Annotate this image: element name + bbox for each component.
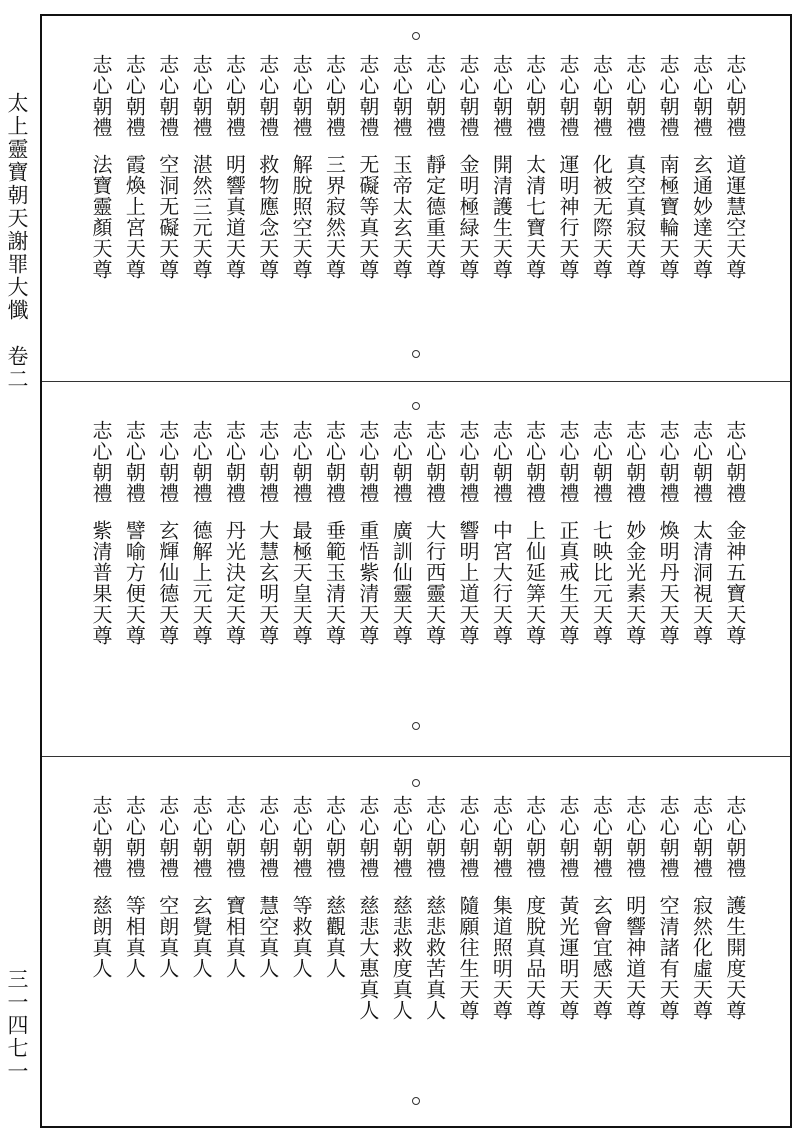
deity-name: 湛然三元天尊 — [189, 154, 214, 280]
deity-name: 度脫真品天尊 — [522, 895, 547, 1021]
homage-label: 志心朝禮 — [556, 420, 581, 504]
text-column — [386, 420, 416, 690]
deity-name: 太清洞視天尊 — [689, 520, 714, 646]
text-column — [686, 420, 716, 690]
homage-label: 志心朝禮 — [255, 795, 280, 879]
page-frame — [40, 14, 792, 1128]
homage-label: 志心朝禮 — [122, 420, 147, 504]
homage-label: 志心朝禮 — [722, 795, 747, 879]
text-column — [453, 795, 483, 1065]
deity-name: 金神五寶天尊 — [722, 520, 747, 646]
homage-label: 志心朝禮 — [355, 795, 380, 879]
deity-name: 霞煥上宮天尊 — [122, 154, 147, 280]
homage-label: 志心朝禮 — [89, 54, 113, 138]
homage-label: 志心朝禮 — [389, 795, 414, 879]
text-column — [553, 54, 583, 324]
deity-name: 金明極緑天尊 — [455, 154, 480, 280]
text-column — [186, 795, 216, 1065]
panel-3-columns — [86, 795, 750, 1065]
text-column — [586, 54, 616, 324]
deity-name: 救物應念天尊 — [255, 154, 280, 280]
deity-name: 空清諸有天尊 — [656, 895, 681, 1021]
deity-name: 開清護生天尊 — [489, 154, 514, 280]
homage-label: 志心朝禮 — [722, 420, 747, 504]
deity-name: 中宮大行天尊 — [489, 520, 514, 646]
homage-label: 志心朝禮 — [589, 420, 614, 504]
text-column — [420, 54, 450, 324]
deity-name: 等相真人 — [122, 895, 147, 979]
homage-label: 志心朝禮 — [189, 54, 214, 138]
binding-hole — [412, 402, 420, 410]
homage-label: 志心朝禮 — [155, 795, 180, 879]
text-column — [520, 795, 550, 1065]
text-column — [286, 54, 316, 324]
homage-label: 志心朝禮 — [455, 420, 480, 504]
text-column — [386, 54, 416, 324]
text-column — [453, 54, 483, 324]
text-column — [286, 795, 316, 1065]
panel-1-columns — [86, 54, 750, 324]
deity-name: 隨願往生天尊 — [455, 895, 480, 1021]
deity-name: 慈悲大惠真人 — [355, 895, 380, 1021]
homage-label: 志心朝禮 — [89, 795, 113, 879]
deity-name: 太清七寶天尊 — [522, 154, 547, 280]
deity-name: 響明上道天尊 — [455, 520, 480, 646]
homage-label: 志心朝禮 — [122, 795, 147, 879]
text-column — [520, 420, 550, 690]
text-column — [420, 795, 450, 1065]
page-spine — [0, 0, 34, 1136]
homage-label: 志心朝禮 — [289, 420, 314, 504]
text-column — [86, 54, 116, 324]
deity-name: 南極寶輪天尊 — [656, 154, 681, 280]
text-column — [119, 420, 149, 690]
homage-label: 志心朝禮 — [189, 795, 214, 879]
text-column — [253, 795, 283, 1065]
homage-label: 志心朝禮 — [689, 795, 714, 879]
homage-label: 志心朝禮 — [689, 420, 714, 504]
homage-label: 志心朝禮 — [155, 420, 180, 504]
text-column — [219, 795, 249, 1065]
text-column — [586, 420, 616, 690]
deity-name: 真空真寂天尊 — [622, 154, 647, 280]
deity-name: 道運慧空天尊 — [722, 154, 747, 280]
homage-label: 志心朝禮 — [455, 795, 480, 879]
deity-name: 垂範玉清天尊 — [322, 520, 347, 646]
deity-name: 明響神道天尊 — [622, 895, 647, 1021]
text-column — [253, 420, 283, 690]
deity-name: 寶相真人 — [222, 895, 247, 979]
deity-name: 慧空真人 — [255, 895, 280, 979]
text-column — [386, 795, 416, 1065]
homage-label: 志心朝禮 — [222, 795, 247, 879]
deity-name: 集道照明天尊 — [489, 895, 514, 1021]
deity-name: 護生開度天尊 — [722, 895, 747, 1021]
deity-name: 慈悲救度真人 — [389, 895, 414, 1021]
deity-name: 玄覺真人 — [189, 895, 214, 979]
text-column — [186, 54, 216, 324]
deity-name: 大行西靈天尊 — [422, 520, 447, 646]
deity-name: 妙金光素天尊 — [622, 520, 647, 646]
homage-label: 志心朝禮 — [289, 54, 314, 138]
deity-name: 譬喻方便天尊 — [122, 520, 147, 646]
text-column — [320, 420, 350, 690]
text-column — [119, 54, 149, 324]
text-column — [353, 795, 383, 1065]
homage-label: 志心朝禮 — [489, 795, 514, 879]
homage-label: 志心朝禮 — [489, 420, 514, 504]
text-panel-2 — [42, 381, 790, 757]
deity-name: 明響真道天尊 — [222, 154, 247, 280]
text-column — [720, 795, 750, 1065]
deity-name: 丹光決定天尊 — [222, 520, 247, 646]
homage-label: 志心朝禮 — [622, 795, 647, 879]
deity-name: 寂然化虛天尊 — [689, 895, 714, 1021]
deity-name: 最極天皇天尊 — [289, 520, 314, 646]
homage-label: 志心朝禮 — [389, 420, 414, 504]
deity-name: 解脫照空天尊 — [289, 154, 314, 280]
homage-label: 志心朝禮 — [122, 54, 147, 138]
homage-label: 志心朝禮 — [556, 795, 581, 879]
homage-label: 志心朝禮 — [656, 420, 681, 504]
homage-label: 志心朝禮 — [422, 54, 447, 138]
homage-label: 志心朝禮 — [155, 54, 180, 138]
homage-label: 志心朝禮 — [389, 54, 414, 138]
binding-hole — [412, 722, 420, 730]
text-column — [620, 420, 650, 690]
deity-name: 七映比元天尊 — [589, 520, 614, 646]
homage-label: 志心朝禮 — [656, 795, 681, 879]
text-column — [186, 420, 216, 690]
text-column — [153, 420, 183, 690]
binding-hole — [412, 350, 420, 358]
homage-label: 志心朝禮 — [422, 795, 447, 879]
homage-label: 志心朝禮 — [322, 54, 347, 138]
deity-name: 慈觀真人 — [322, 895, 347, 979]
deity-name: 慈悲救苦真人 — [422, 895, 447, 1021]
deity-name: 靜定德重天尊 — [422, 154, 447, 280]
text-column — [353, 420, 383, 690]
text-column — [153, 54, 183, 324]
homage-label: 志心朝禮 — [556, 54, 581, 138]
deity-name: 化被无際天尊 — [589, 154, 614, 280]
homage-label: 志心朝禮 — [522, 420, 547, 504]
deity-name: 等救真人 — [289, 895, 314, 979]
deity-name: 慈朗真人 — [89, 895, 113, 979]
text-column — [119, 795, 149, 1065]
spine-page-number: 三一四七一 — [5, 968, 29, 1083]
text-panel-3 — [42, 756, 790, 1129]
binding-hole — [412, 779, 420, 787]
deity-name: 玄通妙達天尊 — [689, 154, 714, 280]
text-column — [553, 420, 583, 690]
text-column — [553, 795, 583, 1065]
text-column — [86, 795, 116, 1065]
text-column — [486, 420, 516, 690]
homage-label: 志心朝禮 — [722, 54, 747, 138]
deity-name: 玄會宜感天尊 — [589, 895, 614, 1021]
deity-name: 德解上元天尊 — [189, 520, 214, 646]
text-column — [653, 420, 683, 690]
homage-label: 志心朝禮 — [322, 420, 347, 504]
text-column — [653, 54, 683, 324]
text-column — [486, 54, 516, 324]
homage-label: 志心朝禮 — [489, 54, 514, 138]
text-column — [486, 795, 516, 1065]
homage-label: 志心朝禮 — [255, 420, 280, 504]
homage-label: 志心朝禮 — [222, 420, 247, 504]
deity-name: 空朗真人 — [155, 895, 180, 979]
homage-label: 志心朝禮 — [422, 420, 447, 504]
deity-name: 煥明丹天天尊 — [656, 520, 681, 646]
text-column — [720, 54, 750, 324]
deity-name: 廣訓仙靈天尊 — [389, 520, 414, 646]
deity-name: 紫清普果天尊 — [89, 520, 113, 646]
homage-label: 志心朝禮 — [622, 420, 647, 504]
text-panel-1 — [42, 16, 790, 381]
deity-name: 无礙等真天尊 — [355, 154, 380, 280]
text-column — [320, 54, 350, 324]
text-column — [720, 420, 750, 690]
text-column — [353, 54, 383, 324]
text-column — [286, 420, 316, 690]
text-column — [86, 420, 116, 690]
homage-label: 志心朝禮 — [189, 420, 214, 504]
homage-label: 志心朝禮 — [255, 54, 280, 138]
text-column — [620, 795, 650, 1065]
text-column — [520, 54, 550, 324]
text-column — [320, 795, 350, 1065]
text-column — [420, 420, 450, 690]
deity-name: 運明神行天尊 — [556, 154, 581, 280]
homage-label: 志心朝禮 — [522, 54, 547, 138]
homage-label: 志心朝禮 — [289, 795, 314, 879]
text-column — [653, 795, 683, 1065]
text-column — [153, 795, 183, 1065]
deity-name: 上仙延筭天尊 — [522, 520, 547, 646]
binding-hole — [412, 32, 420, 40]
deity-name: 空洞无礙天尊 — [155, 154, 180, 280]
spine-title: 太上靈寶朝天謝罪大懺 卷二 — [5, 92, 29, 391]
homage-label: 志心朝禮 — [222, 54, 247, 138]
deity-name: 重悟紫清天尊 — [355, 520, 380, 646]
deity-name: 玉帝太玄天尊 — [389, 154, 414, 280]
homage-label: 志心朝禮 — [689, 54, 714, 138]
homage-label: 志心朝禮 — [522, 795, 547, 879]
deity-name: 玄輝仙德天尊 — [155, 520, 180, 646]
text-column — [253, 54, 283, 324]
text-column — [453, 420, 483, 690]
binding-hole — [412, 1097, 420, 1105]
homage-label: 志心朝禮 — [355, 420, 380, 504]
homage-label: 志心朝禮 — [355, 54, 380, 138]
homage-label: 志心朝禮 — [589, 54, 614, 138]
panel-2-columns — [86, 420, 750, 690]
homage-label: 志心朝禮 — [89, 420, 113, 504]
text-column — [686, 54, 716, 324]
homage-label: 志心朝禮 — [322, 795, 347, 879]
homage-label: 志心朝禮 — [622, 54, 647, 138]
homage-label: 志心朝禮 — [589, 795, 614, 879]
text-column — [219, 54, 249, 324]
text-column — [686, 795, 716, 1065]
text-column — [620, 54, 650, 324]
homage-label: 志心朝禮 — [656, 54, 681, 138]
deity-name: 三界寂然天尊 — [322, 154, 347, 280]
deity-name: 黃光運明天尊 — [556, 895, 581, 1021]
deity-name: 正真戒生天尊 — [556, 520, 581, 646]
deity-name: 大慧玄明天尊 — [255, 520, 280, 646]
text-column — [586, 795, 616, 1065]
deity-name: 法寶靈顏天尊 — [89, 154, 113, 280]
homage-label: 志心朝禮 — [455, 54, 480, 138]
text-column — [219, 420, 249, 690]
